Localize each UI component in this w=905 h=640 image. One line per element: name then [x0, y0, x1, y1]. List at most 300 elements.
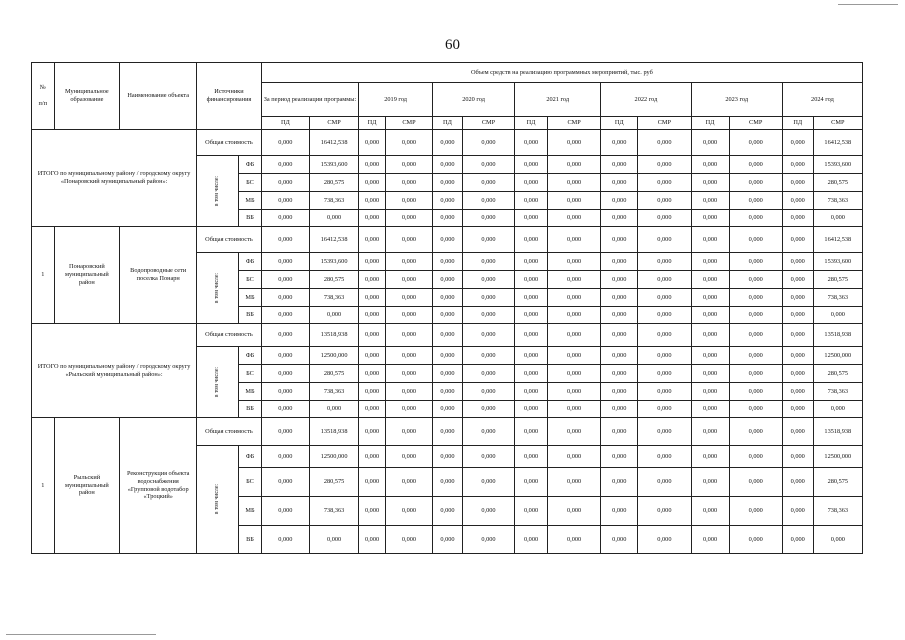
value-cell: 738,363: [813, 383, 862, 401]
value-cell: 0,000: [515, 210, 548, 227]
value-cell: 0,000: [729, 526, 782, 554]
value-cell: 0,000: [691, 401, 729, 418]
value-cell: 0,000: [729, 383, 782, 401]
header-year-2024: 2024 год: [782, 83, 862, 117]
value-cell: 0,000: [691, 130, 729, 156]
value-cell: 0,000: [433, 156, 463, 174]
value-cell: 0,000: [515, 324, 548, 347]
value-cell: 0,000: [385, 192, 432, 210]
value-cell: 0,000: [385, 156, 432, 174]
source-code: ВБ: [239, 307, 262, 324]
value-cell: 0,000: [547, 347, 600, 365]
value-cell: 0,000: [813, 526, 862, 554]
total-cost-label: Общая стоимость: [197, 227, 262, 253]
value-cell: 0,000: [782, 526, 813, 554]
value-cell: 0,000: [601, 383, 638, 401]
value-cell: 0,000: [547, 227, 600, 253]
value-cell: 0,000: [691, 307, 729, 324]
value-cell: 0,000: [601, 227, 638, 253]
value-cell: 0,000: [385, 446, 432, 468]
value-cell: 0,000: [782, 156, 813, 174]
value-cell: 0,000: [433, 497, 463, 526]
value-cell: 0,000: [462, 446, 514, 468]
value-cell: 0,000: [729, 324, 782, 347]
value-cell: 0,000: [385, 383, 432, 401]
source-code: БС: [239, 468, 262, 497]
value-cell: 738,363: [309, 383, 358, 401]
value-cell: 0,000: [385, 365, 432, 383]
value-cell: 738,363: [309, 289, 358, 307]
value-cell: 0,000: [601, 156, 638, 174]
value-cell: 0,000: [691, 418, 729, 446]
value-cell: 0,000: [359, 347, 386, 365]
value-cell: 0,000: [782, 468, 813, 497]
value-cell: 0,000: [433, 271, 463, 289]
item-object: Водопроводные сети поселка Понарн: [120, 227, 197, 324]
value-cell: 0,000: [638, 446, 691, 468]
value-cell: 15393,600: [309, 156, 358, 174]
including-label-cell: [197, 253, 239, 324]
value-cell: 0,000: [782, 383, 813, 401]
value-cell: 0,000: [691, 156, 729, 174]
value-cell: 0,000: [515, 289, 548, 307]
value-cell: 0,000: [462, 383, 514, 401]
value-cell: 0,000: [601, 365, 638, 383]
header-sub-pd: ПД: [691, 117, 729, 130]
value-cell: 0,000: [547, 383, 600, 401]
value-cell: 0,000: [385, 289, 432, 307]
value-cell: 0,000: [359, 192, 386, 210]
source-code: ВБ: [239, 401, 262, 418]
value-cell: 0,000: [385, 468, 432, 497]
value-cell: 0,000: [515, 174, 548, 192]
value-cell: 0,000: [462, 418, 514, 446]
value-cell: 0,000: [547, 307, 600, 324]
value-cell: 13518,938: [309, 324, 358, 347]
value-cell: 0,000: [309, 210, 358, 227]
value-cell: 0,000: [359, 383, 386, 401]
value-cell: 0,000: [515, 192, 548, 210]
value-cell: 0,000: [515, 253, 548, 271]
source-code: ВБ: [239, 210, 262, 227]
value-cell: 0,000: [638, 192, 691, 210]
value-cell: 0,000: [261, 271, 309, 289]
source-code: МБ: [239, 192, 262, 210]
value-cell: 0,000: [813, 401, 862, 418]
value-cell: 0,000: [261, 324, 309, 347]
value-cell: 0,000: [261, 289, 309, 307]
including-label-cell: [197, 347, 239, 418]
total-cost-label: Общая стоимость: [197, 130, 262, 156]
value-cell: 0,000: [433, 468, 463, 497]
value-cell: 0,000: [813, 210, 862, 227]
value-cell: 0,000: [729, 192, 782, 210]
value-cell: 0,000: [261, 526, 309, 554]
value-cell: 0,000: [385, 347, 432, 365]
value-cell: 0,000: [385, 526, 432, 554]
value-cell: 738,363: [813, 289, 862, 307]
source-code: МБ: [239, 497, 262, 526]
value-cell: 0,000: [547, 156, 600, 174]
value-cell: 0,000: [782, 307, 813, 324]
value-cell: 0,000: [433, 210, 463, 227]
value-cell: 0,000: [515, 418, 548, 446]
value-cell: 0,000: [813, 307, 862, 324]
value-cell: 0,000: [385, 324, 432, 347]
value-cell: 0,000: [547, 192, 600, 210]
value-cell: 0,000: [515, 468, 548, 497]
including-label-cell: [197, 156, 239, 227]
value-cell: 0,000: [515, 347, 548, 365]
value-cell: 0,000: [729, 446, 782, 468]
value-cell: 0,000: [261, 468, 309, 497]
value-cell: 0,000: [309, 526, 358, 554]
value-cell: 0,000: [782, 253, 813, 271]
value-cell: 0,000: [261, 418, 309, 446]
value-cell: 0,000: [547, 468, 600, 497]
block-total-cost-row: [32, 418, 863, 446]
source-code: БС: [239, 174, 262, 192]
value-cell: 0,000: [601, 497, 638, 526]
value-cell: 0,000: [261, 253, 309, 271]
value-cell: 280,575: [309, 174, 358, 192]
value-cell: 0,000: [547, 324, 600, 347]
value-cell: 0,000: [782, 446, 813, 468]
value-cell: 0,000: [385, 210, 432, 227]
value-cell: 0,000: [385, 307, 432, 324]
value-cell: 0,000: [385, 271, 432, 289]
source-code: ФБ: [239, 446, 262, 468]
value-cell: 0,000: [638, 418, 691, 446]
source-code: БС: [239, 365, 262, 383]
value-cell: 0,000: [729, 418, 782, 446]
value-cell: 0,000: [729, 497, 782, 526]
value-cell: 0,000: [691, 253, 729, 271]
value-cell: 0,000: [782, 174, 813, 192]
source-code: ФБ: [239, 253, 262, 271]
value-cell: 0,000: [547, 130, 600, 156]
value-cell: 0,000: [385, 227, 432, 253]
value-cell: 0,000: [547, 497, 600, 526]
header-year-2022: 2022 год: [601, 83, 691, 117]
source-code: ВБ: [239, 526, 262, 554]
value-cell: 0,000: [261, 227, 309, 253]
value-cell: 12500,000: [813, 446, 862, 468]
value-cell: 13518,938: [813, 324, 862, 347]
value-cell: 0,000: [691, 383, 729, 401]
value-cell: 0,000: [691, 174, 729, 192]
value-cell: 13518,938: [813, 418, 862, 446]
item-municipality: Рыльский муниципальный район: [54, 418, 120, 554]
value-cell: 0,000: [462, 210, 514, 227]
value-cell: 0,000: [638, 227, 691, 253]
block-total-cost-row: [32, 227, 863, 253]
value-cell: 0,000: [261, 383, 309, 401]
value-cell: 0,000: [638, 497, 691, 526]
total-cost-label: Общая стоимость: [197, 418, 262, 446]
header-row-1: [32, 63, 863, 83]
value-cell: 0,000: [782, 289, 813, 307]
value-cell: 0,000: [601, 130, 638, 156]
value-cell: 0,000: [433, 446, 463, 468]
value-cell: 280,575: [813, 365, 862, 383]
value-cell: 0,000: [729, 289, 782, 307]
value-cell: 0,000: [601, 271, 638, 289]
including-label: в том числе:: [214, 175, 221, 207]
value-cell: 0,000: [462, 130, 514, 156]
value-cell: 738,363: [813, 192, 862, 210]
header-year-2021: 2021 год: [515, 83, 601, 117]
value-cell: 15393,600: [813, 156, 862, 174]
value-cell: 0,000: [433, 227, 463, 253]
value-cell: 0,000: [691, 271, 729, 289]
header-no-top: №: [39, 84, 46, 92]
value-cell: 0,000: [782, 497, 813, 526]
value-cell: 0,000: [782, 418, 813, 446]
value-cell: 0,000: [385, 174, 432, 192]
value-cell: 0,000: [462, 347, 514, 365]
value-cell: 0,000: [691, 526, 729, 554]
value-cell: 0,000: [515, 271, 548, 289]
block-total-cost-row: [32, 324, 863, 347]
value-cell: 0,000: [638, 468, 691, 497]
value-cell: 0,000: [601, 192, 638, 210]
value-cell: 0,000: [729, 253, 782, 271]
value-cell: 0,000: [359, 130, 386, 156]
item-number: 1: [32, 418, 55, 554]
value-cell: 0,000: [691, 446, 729, 468]
value-cell: 0,000: [385, 418, 432, 446]
value-cell: 0,000: [638, 130, 691, 156]
value-cell: 0,000: [462, 365, 514, 383]
value-cell: 738,363: [309, 497, 358, 526]
value-cell: 15393,600: [813, 253, 862, 271]
value-cell: 0,000: [433, 174, 463, 192]
header-year-2020: 2020 год: [433, 83, 515, 117]
value-cell: 280,575: [813, 271, 862, 289]
header-sub-pd: ПД: [359, 117, 386, 130]
value-cell: 0,000: [729, 271, 782, 289]
header-sub-pd: ПД: [433, 117, 463, 130]
item-object: Реконструкция объекта водоснабжения «Групповой водотабор «Троцкий»: [120, 418, 197, 554]
value-cell: 0,000: [638, 271, 691, 289]
header-sub-pd: ПД: [782, 117, 813, 130]
value-cell: 0,000: [729, 174, 782, 192]
value-cell: 0,000: [261, 307, 309, 324]
value-cell: 0,000: [638, 365, 691, 383]
including-label: в том числе:: [214, 366, 221, 398]
value-cell: 0,000: [547, 365, 600, 383]
value-cell: 12500,000: [309, 446, 358, 468]
value-cell: 280,575: [309, 271, 358, 289]
value-cell: 0,000: [782, 347, 813, 365]
value-cell: 0,000: [515, 401, 548, 418]
value-cell: 0,000: [547, 271, 600, 289]
value-cell: 0,000: [638, 289, 691, 307]
source-code: ФБ: [239, 156, 262, 174]
value-cell: 0,000: [782, 324, 813, 347]
including-label-cell: [197, 446, 239, 554]
value-cell: 0,000: [729, 468, 782, 497]
value-cell: 0,000: [601, 307, 638, 324]
value-cell: 0,000: [547, 401, 600, 418]
header-no-cell: [32, 63, 55, 130]
value-cell: 0,000: [547, 210, 600, 227]
value-cell: 0,000: [359, 401, 386, 418]
value-cell: 0,000: [601, 446, 638, 468]
header-year-2019: 2019 год: [359, 83, 433, 117]
value-cell: 0,000: [385, 497, 432, 526]
value-cell: 0,000: [433, 289, 463, 307]
including-label: в том числе:: [214, 272, 221, 304]
value-cell: 0,000: [261, 192, 309, 210]
total-title: ИТОГО по муниципальному району / городскому округу «Понаровский муниципальный район»:: [32, 130, 197, 227]
value-cell: 16412,538: [309, 130, 358, 156]
value-cell: 280,575: [813, 468, 862, 497]
value-cell: 0,000: [359, 253, 386, 271]
header-municipality: Муниципальное образование: [54, 63, 120, 130]
value-cell: 12500,000: [813, 347, 862, 365]
budget-table: [31, 62, 863, 554]
value-cell: 0,000: [515, 383, 548, 401]
value-cell: 0,000: [385, 401, 432, 418]
value-cell: 0,000: [691, 192, 729, 210]
header-period: За период реализации программы:: [261, 83, 358, 117]
value-cell: 16412,538: [813, 227, 862, 253]
value-cell: 13518,938: [309, 418, 358, 446]
value-cell: 0,000: [691, 227, 729, 253]
value-cell: 16412,538: [813, 130, 862, 156]
item-municipality: Понаровский муниципальный район: [54, 227, 120, 324]
value-cell: 0,000: [782, 271, 813, 289]
value-cell: 0,000: [782, 210, 813, 227]
header-sub-smr: СМР: [547, 117, 600, 130]
value-cell: 0,000: [691, 365, 729, 383]
value-cell: 280,575: [309, 365, 358, 383]
value-cell: 0,000: [462, 324, 514, 347]
value-cell: 0,000: [462, 271, 514, 289]
value-cell: 0,000: [261, 365, 309, 383]
value-cell: 0,000: [433, 418, 463, 446]
value-cell: 0,000: [691, 210, 729, 227]
value-cell: 0,000: [462, 192, 514, 210]
value-cell: 0,000: [782, 227, 813, 253]
value-cell: 0,000: [261, 347, 309, 365]
value-cell: 0,000: [515, 526, 548, 554]
value-cell: 0,000: [462, 289, 514, 307]
value-cell: 0,000: [691, 468, 729, 497]
header-no-bottom: п/п: [38, 100, 48, 107]
value-cell: 0,000: [638, 210, 691, 227]
value-cell: 0,000: [729, 210, 782, 227]
value-cell: 0,000: [638, 526, 691, 554]
value-cell: 0,000: [359, 468, 386, 497]
value-cell: 0,000: [462, 307, 514, 324]
value-cell: 0,000: [601, 347, 638, 365]
value-cell: 0,000: [359, 307, 386, 324]
value-cell: 0,000: [515, 130, 548, 156]
value-cell: 0,000: [638, 401, 691, 418]
value-cell: 0,000: [261, 210, 309, 227]
value-cell: 0,000: [359, 497, 386, 526]
value-cell: 0,000: [433, 383, 463, 401]
value-cell: 0,000: [359, 289, 386, 307]
header-sub-smr: СМР: [729, 117, 782, 130]
value-cell: 0,000: [433, 401, 463, 418]
value-cell: 0,000: [638, 324, 691, 347]
header-sub-smr: СМР: [462, 117, 514, 130]
value-cell: 0,000: [433, 192, 463, 210]
scan-artifact-bottom: [6, 634, 156, 635]
including-label: в том числе:: [214, 484, 221, 515]
value-cell: 0,000: [359, 210, 386, 227]
value-cell: 0,000: [261, 497, 309, 526]
value-cell: 0,000: [638, 347, 691, 365]
value-cell: 0,000: [385, 130, 432, 156]
value-cell: 0,000: [601, 210, 638, 227]
value-cell: 0,000: [433, 253, 463, 271]
header-sub-pd: ПД: [515, 117, 548, 130]
source-code: БС: [239, 271, 262, 289]
value-cell: 0,000: [782, 401, 813, 418]
value-cell: 0,000: [638, 174, 691, 192]
value-cell: 0,000: [359, 156, 386, 174]
value-cell: 0,000: [433, 324, 463, 347]
source-code: ФБ: [239, 347, 262, 365]
value-cell: 0,000: [729, 347, 782, 365]
value-cell: 0,000: [515, 156, 548, 174]
value-cell: 0,000: [261, 156, 309, 174]
value-cell: 0,000: [638, 156, 691, 174]
value-cell: 0,000: [515, 307, 548, 324]
value-cell: 0,000: [359, 446, 386, 468]
value-cell: 0,000: [601, 526, 638, 554]
value-cell: 0,000: [462, 497, 514, 526]
total-title: ИТОГО по муниципальному району / городскому округу «Рыльский муниципальный район»:: [32, 324, 197, 418]
source-code: МБ: [239, 383, 262, 401]
value-cell: 16412,538: [309, 227, 358, 253]
header-sources: Источники финансирования: [197, 63, 262, 130]
total-cost-label: Общая стоимость: [197, 324, 262, 347]
header-sub-smr: СМР: [309, 117, 358, 130]
value-cell: 0,000: [462, 174, 514, 192]
header-sub-smr: СМР: [813, 117, 862, 130]
value-cell: 12500,000: [309, 347, 358, 365]
value-cell: 0,000: [359, 365, 386, 383]
value-cell: 0,000: [547, 526, 600, 554]
value-cell: 0,000: [638, 253, 691, 271]
value-cell: 0,000: [638, 307, 691, 324]
value-cell: 0,000: [691, 324, 729, 347]
value-cell: 0,000: [601, 324, 638, 347]
value-cell: 0,000: [691, 289, 729, 307]
value-cell: 0,000: [261, 401, 309, 418]
value-cell: 280,575: [309, 468, 358, 497]
value-cell: 0,000: [515, 497, 548, 526]
header-sub-smr: СМР: [385, 117, 432, 130]
value-cell: 15393,600: [309, 253, 358, 271]
value-cell: 0,000: [462, 227, 514, 253]
value-cell: 0,000: [729, 401, 782, 418]
value-cell: 0,000: [547, 289, 600, 307]
value-cell: 0,000: [359, 418, 386, 446]
value-cell: 0,000: [433, 526, 463, 554]
value-cell: 0,000: [359, 526, 386, 554]
value-cell: 0,000: [309, 401, 358, 418]
value-cell: 0,000: [729, 365, 782, 383]
value-cell: 0,000: [601, 468, 638, 497]
value-cell: 0,000: [782, 365, 813, 383]
